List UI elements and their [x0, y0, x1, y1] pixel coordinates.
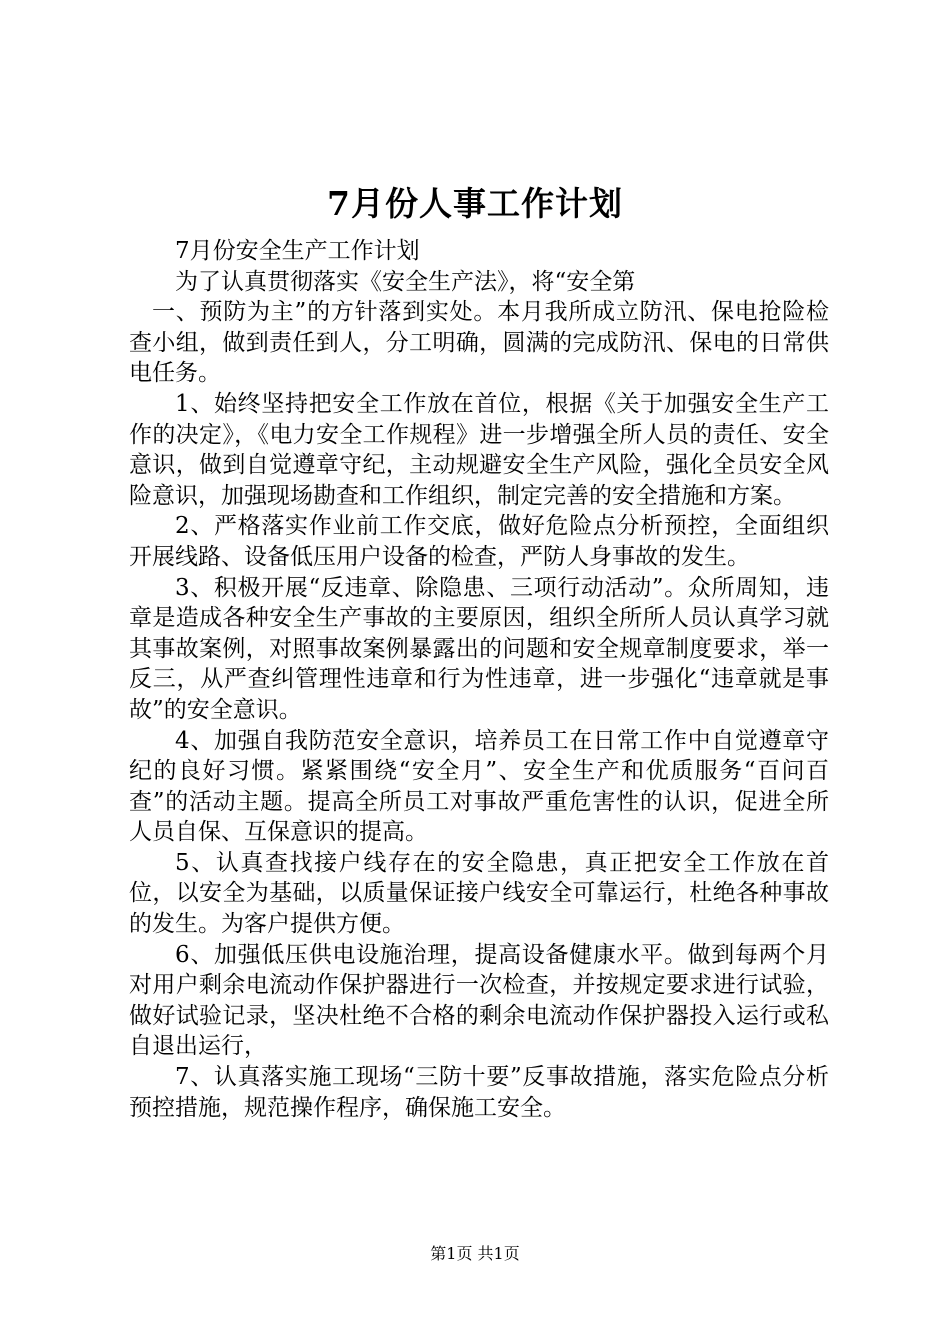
paragraph-subtitle: 7月份安全生产工作计划: [175, 238, 420, 264]
paragraph-item-6: 6、加强低压供电设施治理，提高设备健康水平。做到每两个月对用户剩余电流动作保护器进行一次检查，并按规定要求进行试验，做好试验记录，坚决杜绝不合格的剩余电流动作保护器投入运行或私自退出运行，: [129, 941, 829, 1060]
paragraph-item-7: 7、认真落实施工现场“三防十要”反事故措施，落实危险点分析预控措施，规范操作程序，确保施工安全。: [129, 1064, 829, 1121]
document-title: 7月份人事工作计划: [327, 184, 623, 223]
paragraph-item-4: 4、加强自我防范安全意识，培养员工在日常工作中自觉遵章守纪的良好习惯。紧紧围绕“安全月”、安全生产和优质服务“百问百查”的活动主题。提高全所员工对事故严重危害性的认识，促进全所人员自保、互保意识的提高。: [129, 727, 829, 846]
paragraph-principle: 一、预防为主”的方针落到实处。本月我所成立防汛、保电抢险检查小组，做到责任到人，分工明确，圆满的完成防汛、保电的日常供电任务。: [129, 299, 829, 387]
paragraph-item-1: 1、始终坚持把安全工作放在首位，根据《关于加强安全生产工作的决定》，《电力安全工作规程》进一步增强全所人员的责任、安全意识，做到自觉遵章守纪，主动规避安全生产风险，强化全员安全风险意识，加强现场勘查和工作组织，制定完善的安全措施和方案。: [129, 390, 829, 509]
paragraph-item-3: 3、积极开展“反违章、除隐患、三项行动活动”。众所周知，违章是造成各种安全生产事故的主要原因，组织全所所人员认真学习就其事故案例，对照事故案例暴露出的问题和安全规章制度要求，举一反三，从严查纠管理性违章和行为性违章，进一步强化“违章就是事故”的安全意识。: [129, 574, 829, 723]
document-body: [129, 236, 829, 1123]
paragraph-intro: 为了认真贯彻落实《安全生产法》，将“安全第: [175, 268, 636, 295]
paragraph-item-2: 2、严格落实作业前工作交底，做好危险点分析预控，全面组织开展线路、设备低压用户设备的检查，严防人身事故的发生。: [129, 513, 829, 570]
page-footer: 第1页 共1页: [430, 1244, 520, 1263]
paragraph-item-5: 5、认真查找接户线存在的安全隐患，真正把安全工作放在首位，以安全为基础，以质量保证接户线安全可靠运行，杜绝各种事故的发生。为客户提供方便。: [129, 849, 829, 938]
